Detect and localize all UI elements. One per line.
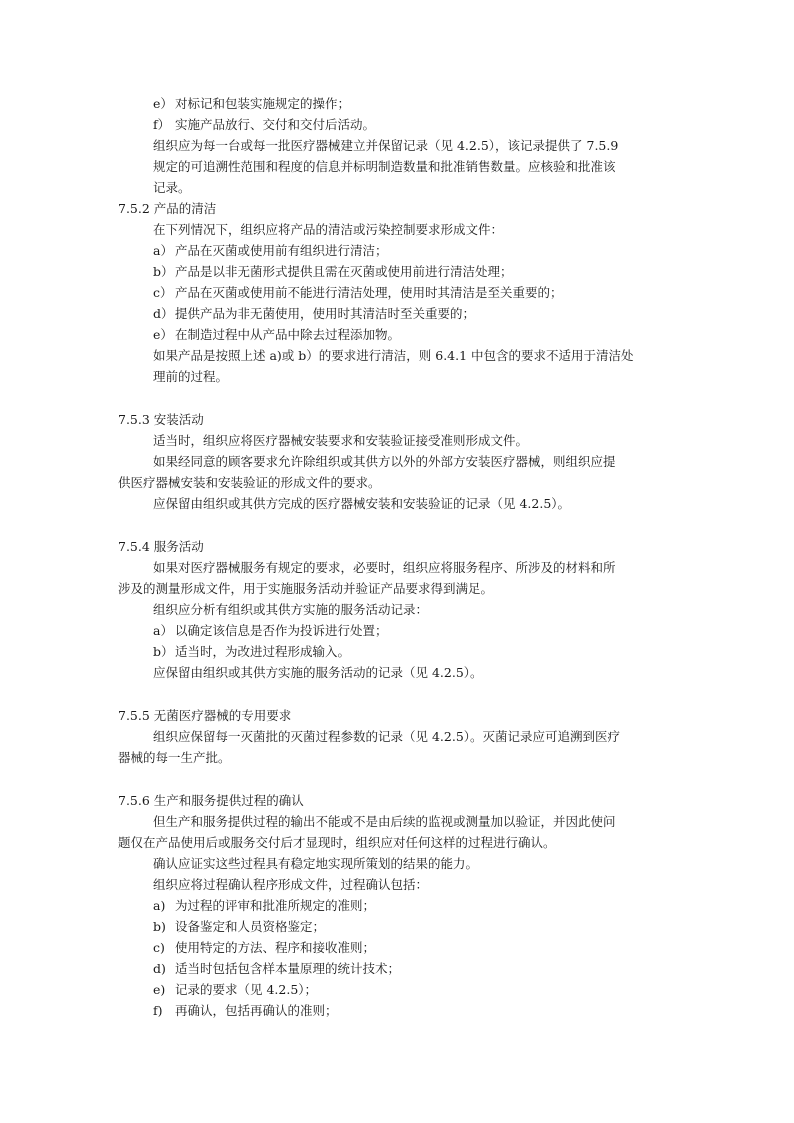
list-item-text: 记录的要求（见 4.2.5）； <box>175 982 318 997</box>
list-item-text: 适当时包括包含样本量原理的统计技术； <box>175 961 401 976</box>
list-item <box>118 114 688 135</box>
list-item <box>118 979 688 1000</box>
paragraph-line: 器械的每一生产批。 <box>118 750 231 765</box>
list-item <box>118 93 688 114</box>
section-gap <box>118 387 688 409</box>
list-item <box>118 895 688 916</box>
list-item-tag: a) <box>153 898 166 913</box>
paragraph-line: 规定的可追溯性范围和程度的信息并标明制造数量和批准销售数量。应核验和批准该 <box>153 159 616 174</box>
paragraph-line: 应保留由组织或其供方实施的服务活动的记录（见 4.2.5）。 <box>153 665 483 680</box>
list-item-tag: e） <box>153 327 173 342</box>
list-item-tag: e） <box>153 96 173 111</box>
list-item <box>118 324 688 345</box>
section-heading: 7.5.5 无菌医疗器械的专用要求 <box>118 708 292 723</box>
list-item <box>118 240 688 261</box>
list-item-text: 在制造过程中从产品中除去过程添加物。 <box>175 327 401 342</box>
paragraph-line: 但生产和服务提供过程的输出不能或不是由后续的监视或测量加以验证，并因此使问 <box>153 814 616 829</box>
list-item-text: 设备鉴定和人员资格鉴定； <box>175 919 326 934</box>
list-item-tag: e) <box>153 982 166 997</box>
list-item-text: 为过程的评审和批准所规定的准则； <box>175 898 376 913</box>
list-item <box>118 1000 688 1021</box>
paragraph-line: 适当时，组织应将医疗器械安装要求和安装验证接受准则形成文件。 <box>153 433 529 448</box>
list-item-tag: f） <box>153 117 171 132</box>
list-item-text: 再确认，包括再确认的准则； <box>175 1003 338 1018</box>
list-item <box>118 303 688 324</box>
paragraph-line: 组织应将过程确认程序形成文件，过程确认包括： <box>153 877 429 892</box>
list-item <box>118 282 688 303</box>
list-item-tag: f) <box>153 1003 163 1018</box>
list-item-text: 产品是以非无菌形式提供且需在灭菌或使用前进行清洁处理； <box>175 264 513 279</box>
section-heading: 7.5.6 生产和服务提供过程的确认 <box>118 793 304 808</box>
list-item <box>118 620 688 641</box>
list-item-tag: b） <box>153 264 174 279</box>
list-item-tag: d) <box>153 961 166 976</box>
list-item-text: 提供产品为非无菌使用，使用时其清洁时至关重要的； <box>175 306 476 321</box>
list-item-tag: b） <box>153 644 174 659</box>
list-item-text: 以确定该信息是否作为投诉进行处置； <box>175 623 388 638</box>
paragraph-line: 题仅在产品使用后或服务交付后才显现时，组织应对任何这样的过程进行确认。 <box>118 835 556 850</box>
list-item-tag: b) <box>153 919 166 934</box>
paragraph-line: 如果产品是按照上述 a)或 b）的要求进行清洁，则 6.4.1 中包含的要求不适用于清洁处 <box>153 348 634 363</box>
paragraph-line: 如果经同意的顾客要求允许除组织或其供方以外的外部方安装医疗器械，则组织应提 <box>153 454 616 469</box>
section-heading: 7.5.3 安装活动 <box>118 412 204 427</box>
list-item <box>118 916 688 937</box>
paragraph-line: 确认应证实这些过程具有稳定地实现所策划的结果的能力。 <box>153 856 479 871</box>
paragraph-line: 记录。 <box>153 180 191 195</box>
paragraph-line: 理前的过程。 <box>153 369 229 384</box>
section-heading: 7.5.2 产品的清洁 <box>118 201 217 216</box>
section-gap <box>118 768 688 790</box>
list-item <box>118 261 688 282</box>
list-item-text: 实施产品放行、交付和交付后活动。 <box>175 117 376 132</box>
paragraph-line: 如果对医疗器械服务有规定的要求，必要时，组织应将服务程序、所涉及的材料和所 <box>153 560 616 575</box>
list-item-tag: a） <box>153 623 173 638</box>
list-item <box>118 937 688 958</box>
list-item-tag: c） <box>153 285 173 300</box>
paragraph-line: 组织应保留每一灭菌批的灭菌过程参数的记录（见 4.2.5）。灭菌记录应可追溯到医疗 <box>153 729 621 744</box>
list-item-text: 对标记和包装实施规定的操作； <box>175 96 351 111</box>
list-item-tag: c) <box>153 940 165 955</box>
list-item-text: 使用特定的方法、程序和接收准则； <box>175 940 376 955</box>
paragraph-line: 组织应分析有组织或其供方实施的服务活动记录： <box>153 602 429 617</box>
section-gap <box>118 683 688 705</box>
paragraph-line: 涉及的测量形成文件，用于实施服务活动并验证产品要求得到满足。 <box>118 581 494 596</box>
section-heading: 7.5.4 服务活动 <box>118 539 204 554</box>
list-item-text: 产品在灭菌或使用前不能进行清洁处理，使用时其清洁是至关重要的； <box>175 285 563 300</box>
document-content <box>118 93 688 1021</box>
list-item-tag: d） <box>153 306 174 321</box>
list-item <box>118 958 688 979</box>
section-gap <box>118 514 688 536</box>
paragraph-line: 应保留由组织或其供方完成的医疗器械安装和安装验证的记录（见 4.2.5）。 <box>153 496 571 511</box>
list-item-text: 产品在灭菌或使用前有组织进行清洁； <box>175 243 388 258</box>
list-item-text: 适当时，为改进过程形成输入。 <box>175 644 351 659</box>
paragraph-line: 在下列情况下，组织应将产品的清洁或污染控制要求形成文件： <box>153 222 504 237</box>
paragraph-line: 供医疗器械安装和安装验证的形成文件的要求。 <box>118 475 381 490</box>
paragraph-line: 组织应为每一台或每一批医疗器械建立并保留记录（见 4.2.5），该记录提供了 7.5.9 <box>153 138 619 153</box>
list-item <box>118 641 688 662</box>
list-item-tag: a） <box>153 243 173 258</box>
